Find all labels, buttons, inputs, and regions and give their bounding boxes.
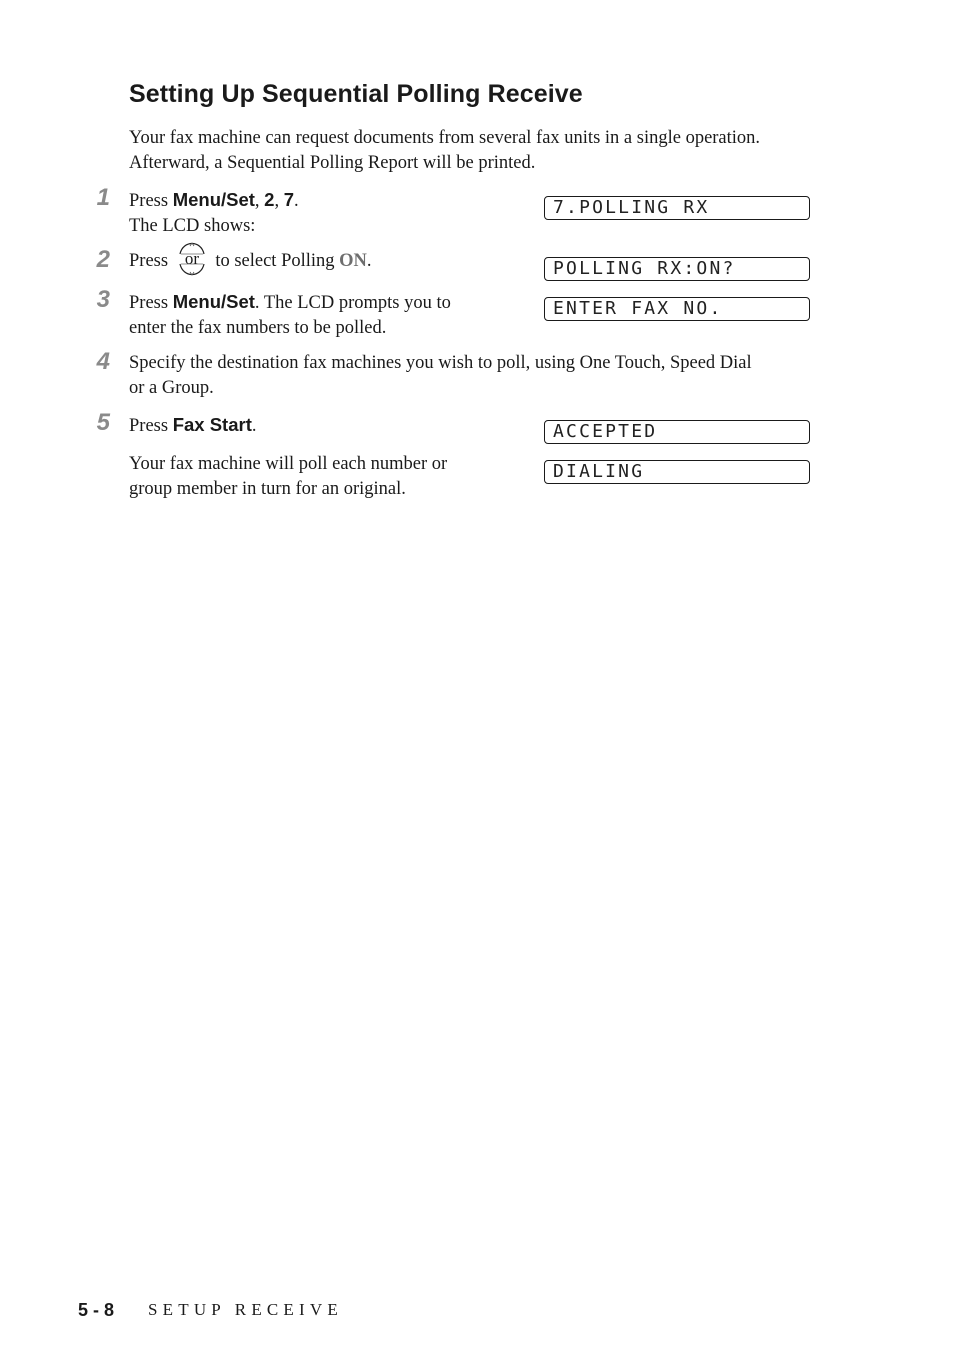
menu-set-key: Menu/Set <box>172 189 255 210</box>
polling-on-option: ON <box>339 251 367 271</box>
chapter-title: SETUP RECEIVE <box>148 1300 343 1319</box>
step-number-2: 2 <box>96 246 110 273</box>
step-number-3: 3 <box>96 286 110 313</box>
section-title: Setting Up Sequential Polling Receive <box>129 80 583 108</box>
step-5-note-line-2: group member in turn for an original. <box>129 479 406 499</box>
page-number: 5 - 8 <box>78 1300 115 1320</box>
step-4-line-2: or a Group. <box>129 378 214 398</box>
step-4-line-1: Specify the destination fax machines you wish to poll, using One Touch, Speed Dial <box>129 353 752 373</box>
key-7: 7 <box>283 189 295 210</box>
step-3-text: Press Menu/Set. The LCD prompts you to enter the fax numbers to be polled. <box>129 289 451 341</box>
lcd-display-1: 7.POLLING RX <box>544 196 810 220</box>
up-down-keys-icon <box>173 248 211 273</box>
lcd-display-3: ENTER FAX NO. <box>544 297 810 321</box>
step-3-line-2: enter the fax numbers to be polled. <box>129 318 387 338</box>
fax-start-key: Fax Start <box>172 414 252 435</box>
or-label: or <box>184 248 199 268</box>
key-2: 2 <box>264 189 275 210</box>
step-5-note-line-1: Your fax machine will poll each number or <box>129 454 448 474</box>
step-number-5: 5 <box>96 409 110 436</box>
step-number-4: 4 <box>96 348 110 375</box>
intro-line-1: Your fax machine can request documents from several fax units in a single operation. <box>129 128 761 148</box>
step-1-line-2: The LCD shows: <box>129 216 256 236</box>
intro-paragraph <box>129 126 760 176</box>
lcd-display-2: POLLING RX:ON? <box>544 257 810 281</box>
step-5-text: Press Fax Start. <box>129 414 257 436</box>
step-4-text <box>129 351 752 401</box>
menu-set-key: Menu/Set <box>172 291 255 312</box>
step-2-text: Press or to select Polling ON. <box>129 249 372 274</box>
step-1-text: Press Menu/Set, 2, 7. The LCD shows: <box>129 187 299 239</box>
step-5-note <box>129 452 447 502</box>
lcd-display-4: ACCEPTED <box>544 420 810 444</box>
intro-line-2: Afterward, a Sequential Polling Report will be printed. <box>129 153 536 173</box>
lcd-display-5: DIALING <box>544 460 810 484</box>
step-number-1: 1 <box>96 184 110 211</box>
